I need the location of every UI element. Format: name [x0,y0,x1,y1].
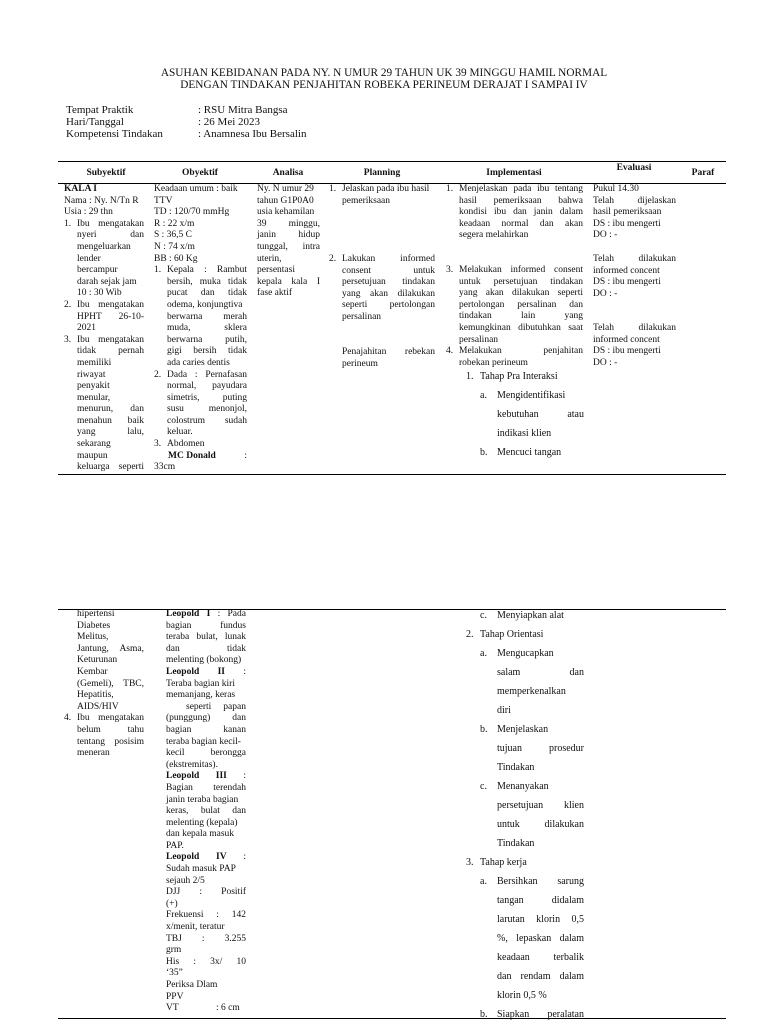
planning-item-2 [329,254,435,324]
item-number: 1. [64,218,72,229]
mc-donald-value: 33cm [154,462,176,473]
item-line: Kepala : Rambut [167,265,247,276]
vital-r: R : 22 x/m [154,218,195,229]
item-line: berwarna putih, [167,334,247,345]
step-number: 2. [466,629,474,640]
analisa-line: 39 minggu, [257,218,320,229]
step-number: c. [480,781,487,792]
step-text: Mengucapkan [497,648,554,659]
item-line: persetujuan tindakan [342,277,435,288]
item-line: Menjelaskan pada ibu tentang [459,184,583,194]
meta-value: : 26 Mei 2023 [198,116,261,128]
item-line: keluarga seperti [77,462,144,473]
analisa-line: usia kehamilan [257,207,315,218]
leopold-line: bagian kanan [166,724,246,735]
meta-label: Hari/Tanggal [66,116,124,128]
planning-item-1 [329,184,435,207]
item-line: pemeriksaan [342,195,391,206]
mc-donald-row [154,451,247,463]
obyektif-item-1 [154,265,247,369]
evaluasi-line: Telah dilakukan [593,323,676,333]
keadaan-umum: Keadaan umum : baik [154,184,238,194]
step-row [466,682,584,701]
step-text: salam dan [497,667,584,678]
analisa-line: tahun G1P0A0 [257,195,314,206]
vt-value: : 6 cm [216,1003,240,1014]
table-bottom-rule [58,474,726,475]
item-number: 1. [446,184,454,194]
his-value: : 3x/ 10 [193,956,246,967]
item-number: 1. [154,265,162,276]
step-text: tangan didalam [497,895,584,906]
implementasi-cell [446,184,583,242]
item-line: colostrum sudah [167,415,247,426]
step-text: Tahap Pra Interaksi [480,371,558,382]
leopold-4-label: Leopold IV [166,852,227,863]
item-line: robekan perineum [459,357,528,368]
analisa-line: persentasi [257,265,295,276]
item-line: berwarna merah [167,311,247,322]
leopold-line: kecil berongga [166,748,246,759]
leopold-line: memanjang, keras [166,690,236,701]
table2-bottom-rule [58,1018,726,1019]
step-row [466,929,584,948]
evaluasi-line: DO : - [593,230,618,241]
meta-value: : Anamnesa Ibu Bersalin [198,128,307,140]
item-line: Keturunan [77,655,118,666]
item-line: Lakukan informed [342,254,435,264]
obyektif-cell [154,184,247,474]
his-row [166,957,246,969]
step-number: 1. [466,371,474,382]
header-evaluasi: Evaluasi [616,163,652,173]
tbj-value: : 3.255 [201,933,247,944]
item-line: tentang posisim [77,736,144,747]
item-line: (Gemeli), TBC, [77,678,144,689]
step-row [466,625,584,644]
leopold-line: bagian fundus [166,620,246,631]
tbj-extra: grm [166,945,182,956]
item-number: 2. [329,254,337,264]
leopold-line: melenting (bokong) [166,655,242,666]
header-subyektif: Subyektif [86,168,126,178]
item-line: Ibu mengatakan [77,218,144,229]
step-text: keadaan terbalik [497,952,584,963]
analisa-line: fase aktif [257,288,293,299]
leopold-2-label: Leopold II [166,666,226,677]
evaluasi-line: informed concent [593,265,660,276]
planning-line: perineum [342,358,378,369]
step-text: kebutuhan atau [497,409,584,420]
step-number: c. [480,610,487,621]
item-line: odema, konjungtiva [167,299,243,310]
step-number: a. [480,390,487,401]
item-number: 4. [64,713,72,724]
item-line: meneran [77,748,110,759]
implementasi-item-4 [446,346,583,369]
analisa-line: Ny. N umur 29 [257,184,314,194]
mc-donald-colon: : [244,450,247,461]
step-text: Siapkan peralatan [497,1009,584,1020]
vital-bb: BB : 60 Kg [154,253,198,264]
obyektif-item-3 [154,439,247,451]
planning-cell-3 [342,347,435,370]
item-line: keadaan normal dan akan [459,218,583,229]
item-line: yang akan dilakukan [342,288,435,299]
evaluasi-line: informed concent [593,334,660,345]
item-number: 3. [64,334,72,345]
evaluasi-cell [593,184,676,242]
step-row [466,739,584,758]
item-line: menular, [77,392,111,403]
item-line: simetris, puting [167,392,247,403]
item-line: pertolongan persalinan dan [459,299,583,310]
leopold-line: dan tidak [166,643,246,654]
item-line: AIDS/HIV [77,701,119,712]
evaluasi-cell-3 [593,323,676,369]
step-text: Tahap Orientasi [480,629,544,640]
frekuensi-row [166,910,246,922]
subyektif-cell [64,184,144,474]
ppv-label: PPV [166,991,184,1002]
meta-label: Kompetensi Tindakan [66,128,163,140]
mc-donald-label: MC Donald [168,450,216,461]
item-number: 3. [446,265,454,275]
planning-line: Penajahitan rebekan [342,347,435,357]
leopold-3-label: Leopold III [166,771,227,782]
step-row [466,405,584,424]
item-line: menahun baik [77,415,144,426]
djj-row [166,887,246,899]
table-top-rule [58,161,726,162]
patient-age: Usia : 29 thn [64,207,113,218]
item-line: bersih, muka tidak [167,276,247,287]
djj-extra: (+) [166,898,178,909]
leopold-3-row [166,771,246,783]
evaluasi-line: hasil pemeriksaan [593,207,662,218]
subyektif-item-3 [64,335,144,474]
item-line: muda, sklera [167,323,247,334]
his-label: His [166,956,180,967]
item-line: Melakukan informed consent [459,265,583,275]
step-row [466,606,584,625]
step-row [466,986,584,1005]
step-row [466,796,584,815]
evaluasi-line: DO : - [593,357,618,368]
vital-s: S : 36,5 C [154,230,193,241]
evaluasi-line: DS : ibu mengerti [593,346,661,357]
obyektif-item-2 [154,370,247,440]
step-row [466,777,584,796]
planning-cell-2 [329,254,435,324]
item-line: gigi bersih tidak [167,346,247,357]
step-text: Mencuci tangan [497,447,562,458]
periksa-label: Periksa Dlam [166,980,218,990]
leopold-colon: : [243,666,247,677]
item-line: HPHT 26-10- [77,311,144,322]
step-row [466,701,584,720]
analisa-line: uterin, [257,253,282,264]
leopold-line: teraba bagian kecil- [166,736,241,747]
item-line: Kembar [77,666,108,677]
leopold-line: dan kepala masuk [166,829,235,840]
item-line: pucat dan tidak [167,288,247,299]
step-text: larutan klorin 0,5 [497,914,584,925]
leopold-line: melenting (kepala) [166,817,238,828]
step-text: %, lepaskan dalam [497,933,584,944]
analisa-line: kepala kala I [257,276,320,287]
subyektif-cont-cell [64,609,144,760]
item-line: Melakukan penjahitan [459,346,583,357]
step-row [466,443,584,462]
step-row [466,853,584,872]
item-line: Ibu mengatakan [77,299,144,310]
item-line: Dada : Pernafasan [167,369,247,380]
step-text: Tindakan [497,838,535,849]
leopold-2-row [166,667,246,679]
leopold-line: (ekstremitas). [166,759,218,770]
item-line: maupun [77,450,108,461]
item-line: belum tahu [77,724,144,735]
planning-cell [329,184,435,207]
evaluasi-line: DS : ibu mengerti [593,277,661,288]
step-text: Tahap kerja [480,857,527,868]
step-row [466,1005,584,1024]
step-text: dan rendam dalam [497,971,584,982]
step-number: b. [480,1009,488,1020]
leopold-colon: : [243,852,246,863]
evaluasi-line: Telah dilakukan [593,254,676,264]
item-line: darah sejak jam [77,276,137,287]
leopold-line: sejauh 2/5 [166,875,205,886]
step-row [466,891,584,910]
implementasi-steps-2 [466,606,584,1024]
step-row [466,720,584,739]
step-row [466,834,584,853]
item-line: Abdomen [167,439,205,450]
item-line: tidak pernah [77,346,144,357]
header-planning: Planning [363,168,401,178]
item-line: yang akan dilakukan seperti [459,288,583,299]
analisa-cell [257,184,320,300]
meta-value: : RSU Mitra Bangsa [198,104,288,116]
evaluasi-line: DS : ibu mengerti [593,218,661,229]
leopold-line: teraba bulat, lunak [166,632,246,643]
header-implementasi: Implementasi [486,168,542,178]
item-line: ada caries dentis [167,357,230,368]
item-number: 3. [154,439,162,450]
evaluasi-cell-2 [593,254,676,300]
step-row [466,815,584,834]
item-line: sekarang [77,439,111,450]
doc-title-line2: DENGAN TINDAKAN PENJAHITAN ROBEKA PERINEUM DERAJAT I SAMPAI IV [180,79,588,91]
step-text: memperkenalkan [497,686,566,697]
item-line: untuk persetujuan tindakan [459,276,583,287]
evaluasi-line: Pukul 14.30 [593,184,639,194]
implementasi-cell-2 [446,265,583,369]
djj-label: DJJ [166,887,181,898]
implementasi-steps-1 [466,367,584,462]
leopold-line: seperti papan [186,701,246,712]
step-text: tujuan prosedur [497,743,584,754]
patient-name: Nama : Ny. N/Tn R [64,195,139,206]
step-row [466,424,584,443]
item-line: Hepatitis, [77,690,114,701]
step-row [466,367,584,386]
step-row [466,644,584,663]
frekuensi-extra: x/menit, teratur [166,922,225,933]
step-text: indikasi klien [497,428,552,439]
leopold-line: Teraba bagian kiri [166,678,235,689]
item-line: tindakan lain yang [459,311,583,322]
step-text: untuk dilakukan [497,819,584,830]
item-line: kemungkinan dibutuhkan saat [459,322,583,333]
doc-title-line1: ASUHAN KEBIDANAN PADA NY. N UMUR 29 TAHUN UK 39 MINGGU HAMIL NORMAL [160,67,608,79]
leopold-4-row [166,852,246,864]
step-number: 3. [466,857,474,868]
vt-label: VT [166,1003,179,1014]
evaluasi-line: Telah dijelaskan [593,195,676,206]
step-text: klorin 0,5 % [497,990,547,1001]
item-line: Jelaskan pada ibu hasil [342,184,430,194]
item-line: memiliki [77,357,112,368]
evaluasi-line: DO : - [593,288,618,299]
tbj-label: TBJ [166,933,182,944]
leopold-line: Sudah masuk PAP [166,864,236,875]
leopold-line: (punggung) dan [166,713,246,724]
leopold-line: keras, bulat dan [166,806,246,817]
step-number: a. [480,648,487,659]
item-line: riwayat [77,369,106,380]
subyektif-item-4 [64,713,144,759]
item-line: Diabetes [77,620,111,631]
kala-label: KALA I [64,184,97,194]
frekuensi-label: Frekuensi [166,910,204,921]
obyektif-cont-cell [166,609,246,1015]
header-analisa: Analisa [272,168,304,178]
item-line: hasil pemeriksaan bahwa [459,195,583,206]
analisa-line: janin hidup [257,230,320,241]
item-line: bercampur [77,265,118,276]
step-row [466,758,584,777]
leopold-line: janin teraba bagian [166,794,239,805]
item-number: 4. [446,346,454,357]
item-line: mengeluarkan [77,241,131,252]
item-line: Jantung, Asma, [77,643,144,654]
leopold-line: PAP. [166,840,184,851]
item-number: 1. [329,184,337,194]
step-text: Tindakan [497,762,535,773]
item-line: keluar. [167,427,193,438]
subyektif-item-1 [64,219,144,300]
his-extra: ‘35” [166,968,183,979]
item-line: hipertensi [77,609,115,619]
leopold-line: Bagian terendah [166,782,246,793]
step-text: Mengidentifikasi [497,390,566,401]
item-line: persalinan [459,334,499,345]
implementasi-item-3 [446,265,583,346]
vital-n: N : 74 x/m [154,241,195,252]
item-number: 2. [64,299,72,310]
item-line: seperti pertolongan [342,300,435,311]
item-line: lender [77,253,101,264]
implementasi-item-1 [446,184,583,242]
item-line: Melitus, [77,632,109,643]
step-text: Menjelaskan [497,724,549,735]
step-row [466,967,584,986]
item-line: Ibu mengatakan [77,713,144,724]
step-text: diri [497,705,511,716]
step-row [466,948,584,967]
item-number: 2. [154,369,162,380]
item-line: normal, payudara [167,381,247,392]
djj-value: : Positif [199,887,246,898]
header-paraf: Paraf [691,168,715,178]
item-line: persalinan [342,311,382,322]
meta-label: Tempat Praktik [66,104,134,116]
step-row [466,386,584,405]
header-obyektif: Obyektif [182,168,218,178]
step-text: persetujuan klien [497,800,584,811]
item-line: segera melahirkan [459,230,529,241]
subyektif-item-2 [64,300,144,335]
subyektif-cont [64,609,144,713]
analisa-line: tunggal, intra [257,241,320,252]
table2-top-rule [58,609,726,610]
item-line: kondisi ibu dan janin dalam [459,207,583,218]
step-text: Menyiapkan alat [497,610,564,621]
item-line: consent untuk [342,265,435,276]
item-line: Ibu mengatakan [77,334,144,345]
item-line: nyeri dan [77,230,144,241]
step-text: Menanyakan [497,781,549,792]
item-line: 2021 [77,323,96,334]
vt-row [166,1003,246,1015]
ttv-label: TTV [154,195,173,206]
step-row [466,910,584,929]
step-number: b. [480,724,488,735]
step-text: Bersihkan sarung [497,876,584,887]
item-line: susu menonjol, [167,404,247,415]
vital-td: TD : 120/70 mmHg [154,207,230,218]
step-number: b. [480,447,488,458]
leopold-line: : Pada [217,609,246,619]
leopold-1-row [166,609,246,621]
item-line: yang lalu, [77,427,144,438]
step-row [466,663,584,682]
item-line: menurun, dan [77,404,144,415]
step-row [466,872,584,891]
item-line: penyakit [77,381,110,392]
step-number: a. [480,876,487,887]
item-line: 10 : 30 Wib [77,288,122,299]
leopold-1-label: Leopold I [166,609,211,619]
tbj-row [166,934,246,946]
frekuensi-value: : 142 [216,910,247,921]
leopold-colon: : [243,771,246,782]
